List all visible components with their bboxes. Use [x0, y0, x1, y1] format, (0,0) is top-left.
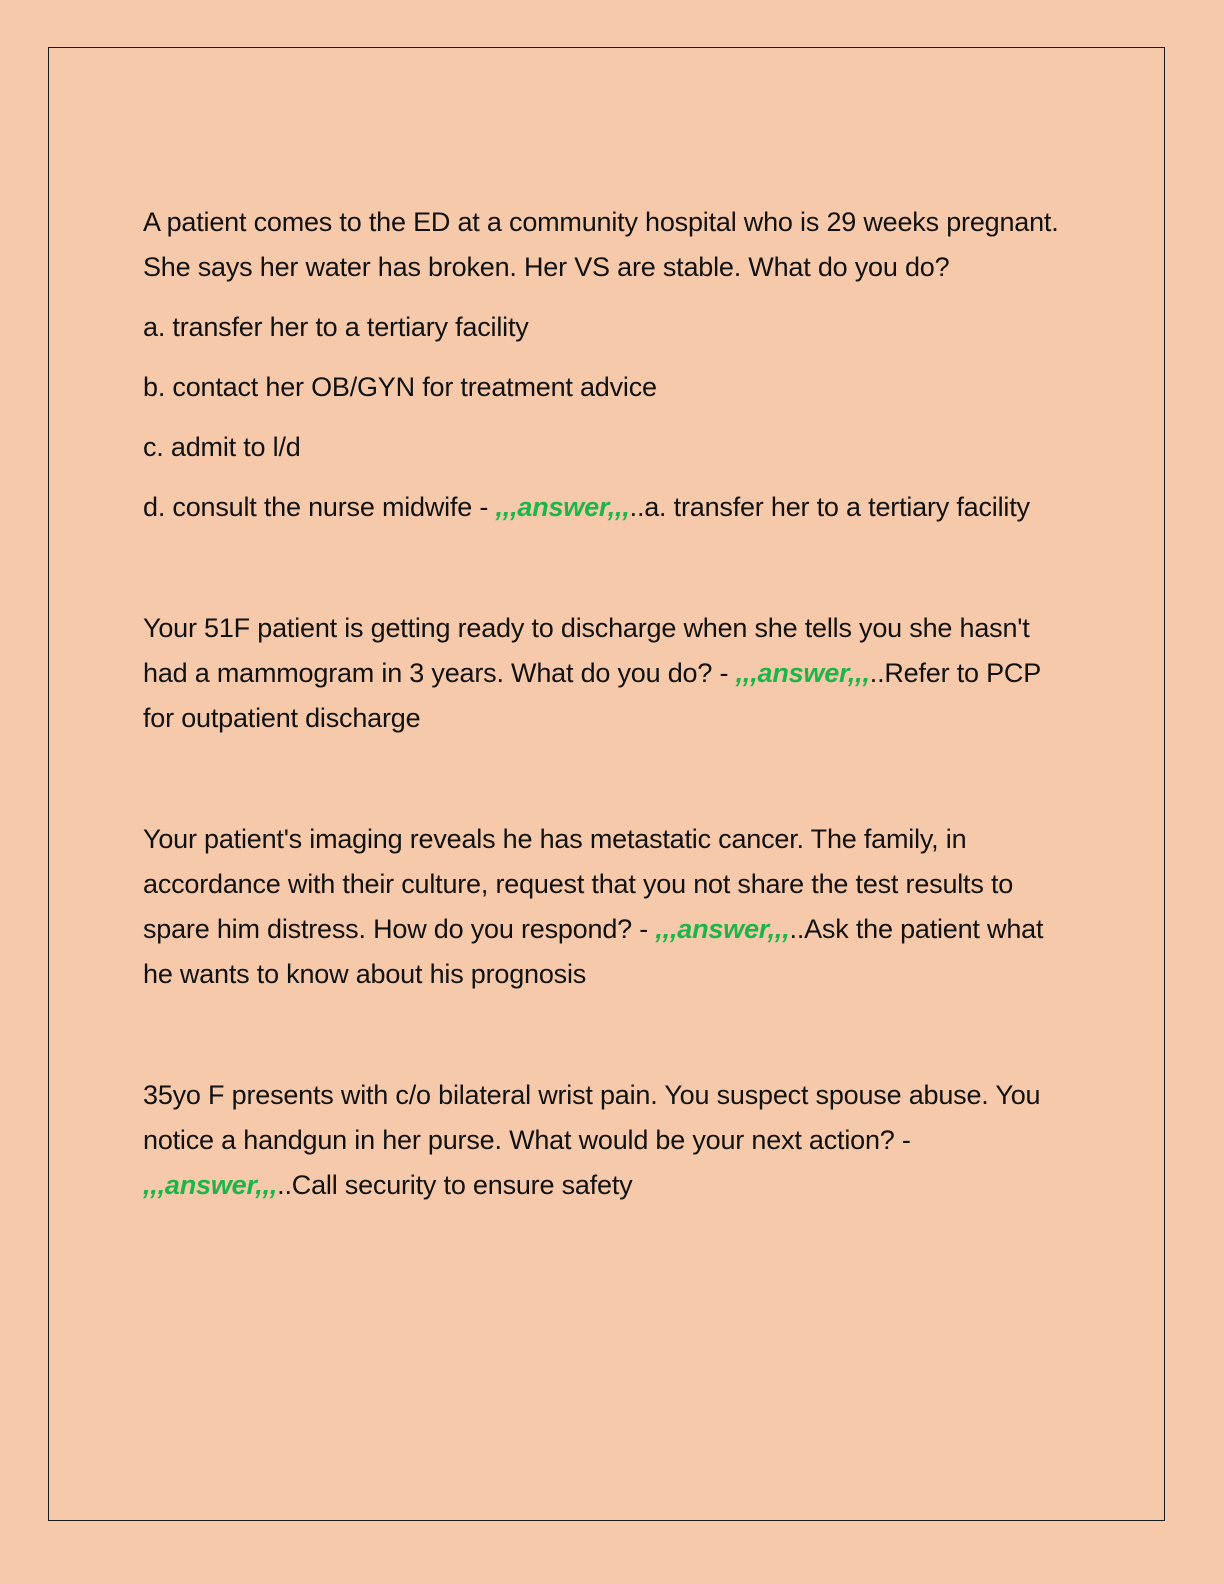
question-block: [143, 817, 1078, 997]
answer-tag: ,,,answer,,,: [735, 658, 870, 688]
question-stem: [143, 606, 1078, 741]
answer-tag: ,,,answer,,,: [143, 1170, 278, 1200]
question-text: 35yo F presents with c/o bilateral wrist pain. You suspect spouse abuse. You notice a handgun in her purse. What would be your next action? -: [143, 1080, 1041, 1155]
question-block: [143, 1073, 1078, 1208]
answer-option-c: c. admit to l/d: [143, 432, 301, 462]
option-d-text: d. consult the nurse midwife -: [143, 492, 496, 522]
document-content: [143, 200, 1078, 1208]
question-stem: A patient comes to the ED at a community hospital who is 29 weeks pregnant. She says her water has broken. Her VS are stable. What do you do?: [143, 207, 1059, 282]
question-block: [143, 606, 1078, 741]
question-stem: [143, 817, 1078, 997]
answer-text: ..a. transfer her to a tertiary facility: [629, 492, 1030, 522]
answer-tag: ,,,answer,,,: [495, 492, 630, 522]
answer-text: ..Refer to PCP for outpatient discharge: [143, 658, 1041, 733]
question-block: [143, 200, 1078, 530]
question-stem: [143, 1073, 1078, 1208]
answer-tag: ,,,answer,,,: [655, 914, 790, 944]
answer-option-d: [143, 485, 1078, 530]
answer-text: ..Ask the patient what he wants to know about his prognosis: [143, 914, 1044, 989]
question-text: Your patient's imaging reveals he has metastatic cancer. The family, in accordance with their culture, request that you not share the test results to spare him distress. How do you respond? -: [143, 824, 1014, 944]
answer-text: ..Call security to ensure safety: [277, 1170, 633, 1200]
question-text: Your 51F patient is getting ready to discharge when she tells you she hasn't had a mammogram in 3 years. What do you do? -: [143, 613, 1030, 688]
answer-option-b: b. contact her OB/GYN for treatment advice: [143, 372, 657, 402]
answer-option-a: a. transfer her to a tertiary facility: [143, 312, 529, 342]
